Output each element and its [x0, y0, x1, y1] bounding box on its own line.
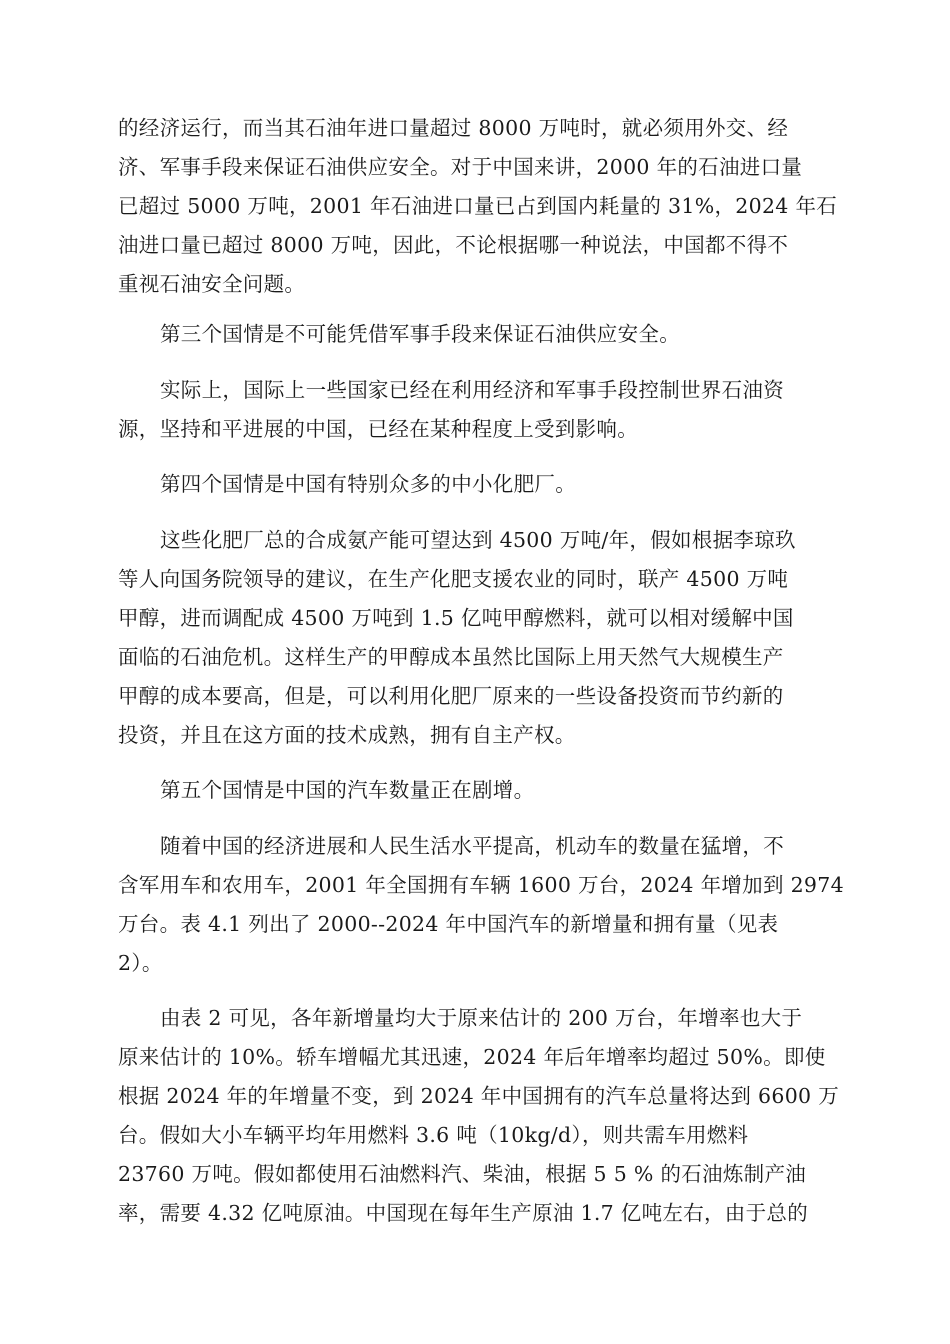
paragraph-line: 原来估计的 10%。轿车增幅尤其迅速，2024 年后年增率均超过 50%。即使	[118, 1045, 826, 1069]
paragraph-line: 这些化肥厂总的合成氨产能可望达到 4500 万吨/年，假如根据李琼玖	[160, 528, 796, 552]
paragraph-line: 甲醇，进而调配成 4500 万吨到 1.5 亿吨甲醇燃料，就可以相对缓解中国	[118, 606, 794, 630]
paragraph-line: 已超过 5000 万吨，2001 年石油进口量已占到国内耗量的 31%，2024 年石	[118, 194, 838, 218]
paragraph-line: 随着中国的经济进展和人民生活水平提高，机动车的数量在猛增，不	[160, 834, 784, 858]
paragraph-line: 根据 2024 年的年增量不变，到 2024 年中国拥有的汽车总量将达到 6600 万	[118, 1084, 840, 1108]
paragraph-line: 第五个国情是中国的汽车数量正在剧增。	[160, 778, 535, 802]
paragraph-line: 面临的石油危机。这样生产的甲醇成本虽然比国际上用天然气大规模生产	[118, 645, 784, 669]
paragraph-line: 23760 万吨。假如都使用石油燃料汽、柴油，根据 5 5 % 的石油炼制产油	[118, 1162, 807, 1186]
paragraph-line: 率，需要 4.32 亿吨原油。中国现在每年生产原油 1.7 亿吨左右，由于总的	[118, 1201, 809, 1225]
paragraph-line: 济、军事手段来保证石油供应安全。对于中国来讲，2000 年的石油进口量	[118, 155, 803, 179]
paragraph-line: 含军用车和农用车，2001 年全国拥有车辆 1600 万台，2024 年增加到 2974	[118, 873, 844, 897]
paragraph-line: 投资，并且在这方面的技术成熟，拥有自主产权。	[118, 723, 576, 747]
paragraph-line: 重视石油安全问题。	[118, 272, 306, 296]
paragraph-line: 第三个国情是不可能凭借军事手段来保证石油供应安全。	[160, 322, 680, 346]
paragraph-line: 实际上，国际上一些国家已经在利用经济和军事手段控制世界石油资	[160, 378, 784, 402]
paragraph-line: 由表 2 可见，各年新增量均大于原来估计的 200 万台，年增率也大于	[160, 1006, 803, 1030]
paragraph-line: 源，坚持和平进展的中国，已经在某种程度上受到影响。	[118, 417, 638, 441]
paragraph-line: 第四个国情是中国有特别众多的中小化肥厂。	[160, 472, 576, 496]
paragraph-line: 甲醇的成本要高，但是，可以利用化肥厂原来的一些设备投资而节约新的	[118, 684, 784, 708]
paragraph-line: 的经济运行，而当其石油年进口量超过 8000 万吨时，就必须用外交、经	[118, 116, 789, 140]
paragraph-line: 万台。表 4.1 列出了 2000--2024 年中国汽车的新增量和拥有量（见表	[118, 912, 779, 936]
paragraph-line: 油进口量已超过 8000 万吨，因此，不论根据哪一种说法，中国都不得不	[118, 233, 789, 257]
paragraph-line: 2）。	[118, 951, 163, 975]
paragraph-line: 等人向国务院领导的建议，在生产化肥支援农业的同时，联产 4500 万吨	[118, 567, 789, 591]
paragraph-line: 台。假如大小车辆平均年用燃料 3.6 吨（10kg/d），则共需车用燃料	[118, 1123, 749, 1147]
